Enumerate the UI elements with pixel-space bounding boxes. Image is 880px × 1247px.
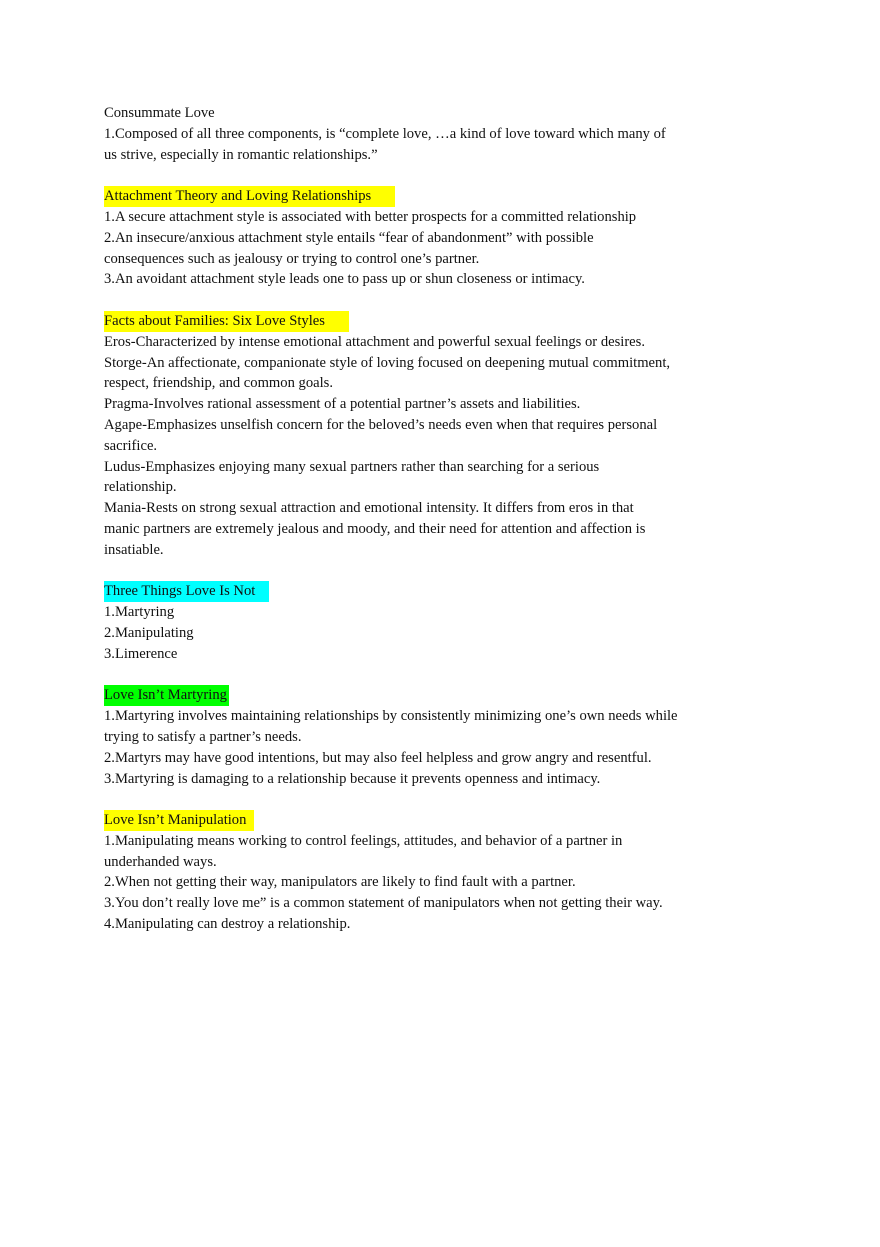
body-line: respect, friendship, and common goals.	[104, 375, 333, 392]
body-line: Pragma-Involves rational assessment of a potential partner’s assets and liabilities.	[104, 396, 581, 413]
section-heading: Consummate Love	[104, 105, 215, 121]
body-line: 1.Martyring	[104, 604, 175, 621]
body-line: 3.You don’t really love me” is a common statement of manipulators when not getting their way.	[104, 895, 663, 912]
section-three-things-love-is-not	[104, 581, 744, 664]
body-line: 1.A secure attachment style is associated with better prospects for a committed relationship	[104, 208, 637, 225]
section-love-isnt-martyring	[104, 685, 744, 789]
section-heading-highlighted: Love Isn’t Manipulation	[104, 810, 254, 831]
body-line: 3.Limerence	[104, 645, 178, 662]
section-heading-highlighted: Three Things Love Is Not	[104, 581, 269, 602]
document-page	[104, 103, 744, 956]
section-love-isnt-manipulation	[104, 810, 744, 935]
body-line: 2.An insecure/anxious attachment style entails “fear of abandonment” with possible	[104, 229, 594, 246]
body-line: sacrifice.	[104, 437, 158, 454]
body-line: 1.Manipulating means working to control feelings, attitudes, and behavior of a partner in	[104, 832, 623, 849]
body-line: 2.When not getting their way, manipulators are likely to find fault with a partner.	[104, 874, 576, 891]
body-line: 3.Martyring is damaging to a relationship because it prevents openness and intimacy.	[104, 770, 601, 787]
body-line: manic partners are extremely jealous and moody, and their need for attention and affection is	[104, 520, 646, 537]
body-line: consequences such as jealousy or trying to control one’s partner.	[104, 250, 480, 267]
body-line: Mania-Rests on strong sexual attraction and emotional intensity. It differs from eros in that	[104, 500, 634, 517]
section-attachment-theory	[104, 186, 744, 290]
body-line: 1.Composed of all three components, is “complete love, …a kind of love toward which many of	[104, 125, 666, 142]
body-line: 4.Manipulating can destroy a relationship.	[104, 916, 351, 933]
body-line: relationship.	[104, 479, 177, 496]
body-line: Agape-Emphasizes unselfish concern for the beloved’s needs even when that requires personal	[104, 416, 658, 433]
body-line: Storge-An affectionate, companionate style of loving focused on deepening mutual commitment,	[104, 354, 671, 371]
body-line: 2.Martyrs may have good intentions, but may also feel helpless and grow angry and resentful.	[104, 749, 652, 766]
body-line: insatiable.	[104, 541, 164, 558]
body-line: trying to satisfy a partner’s needs.	[104, 728, 302, 745]
body-line: Eros-Characterized by intense emotional attachment and powerful sexual feelings or desires.	[104, 333, 645, 350]
body-line: us strive, especially in romantic relationships.”	[104, 146, 378, 163]
section-consummate-love	[104, 103, 744, 165]
body-line: underhanded ways.	[104, 853, 217, 870]
body-line: 3.An avoidant attachment style leads one to pass up or shun closeness or intimacy.	[104, 271, 585, 288]
section-heading-highlighted: Attachment Theory and Loving Relationships	[104, 186, 395, 207]
section-heading-highlighted: Facts about Families: Six Love Styles	[104, 311, 349, 332]
body-line: Ludus-Emphasizes enjoying many sexual partners rather than searching for a serious	[104, 458, 600, 475]
body-line: 1.Martyring involves maintaining relationships by consistently minimizing one’s own needs while	[104, 708, 678, 725]
body-line: 2.Manipulating	[104, 624, 194, 641]
section-six-love-styles	[104, 311, 744, 561]
section-heading-highlighted: Love Isn’t Martyring	[104, 685, 229, 706]
